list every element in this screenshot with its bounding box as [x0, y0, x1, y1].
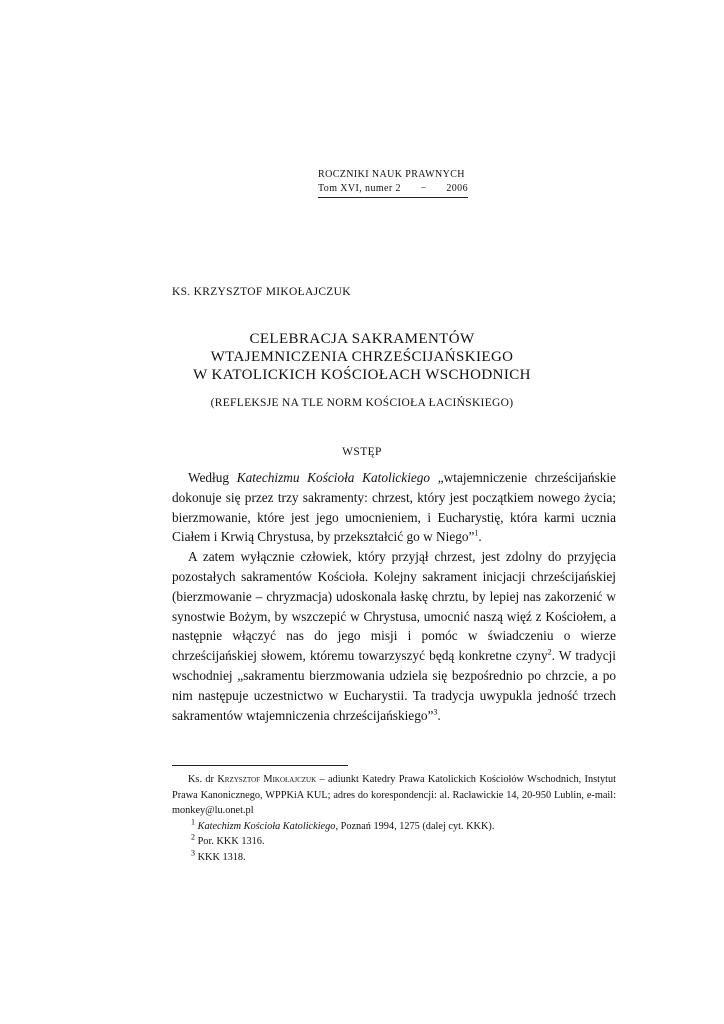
p1-lead: Według [188, 470, 237, 485]
author-name: KS. KRZYSZTOF MIKOŁAJCZUK [172, 286, 351, 298]
p1-italic-title: Katechizmu Kościoła Katolickiego [236, 470, 431, 485]
footnote-2 [172, 834, 616, 850]
journal-name: ROCZNIKI NAUK PRAWNYCH [318, 169, 465, 180]
article-title [130, 330, 594, 384]
author-footnote [172, 772, 616, 819]
author-note-name: Krzysztof Mikołajczuk [217, 774, 317, 785]
footnote-3 [172, 850, 616, 866]
footnote-ref-1[interactable]: 1 [474, 528, 479, 538]
p2-end: . [437, 707, 441, 723]
footnote-ref-3[interactable]: 3 [433, 707, 438, 717]
title-line-2: WTAJEMNICZENIA CHRZEŚCIJAŃSKIEGO [210, 349, 514, 365]
p2-text-2: . W tradycji wschodniej „sakramentu bierzmowania udziela się bezpośrednio po chrzcie, a po nim następuje uczestnictwo w Eucharystii. Ta tradycja uwypukla jedność trzech sakramentów wtajemniczenia chrześcijańskiego” [172, 648, 617, 723]
journal-dash: − [420, 183, 427, 194]
header-rule [318, 197, 468, 198]
paragraph-2 [172, 547, 616, 725]
title-line-1: CELEBRACJA SAKRAMENTÓW [249, 331, 475, 347]
journal-year: 2006 [446, 183, 468, 194]
author-note-prefix: Ks. dr [188, 774, 218, 785]
footnote-text: , Poznań 1994, 1275 (dalej cyt. KKK). [335, 820, 495, 832]
p2-text-1: A zatem wyłącznie człowiek, który przyjął chrzest, jest zdolny do przyjęcia pozostałych sakramentów Kościoła. Kolejny sakrament inicjacji chrześcijańskiej (bierzmowanie – chryzmacja) udoskonala łaskę chrztu, by lepiej nas zakorzenić w synostwie Bożym, by wszczepić w Chrystusa, umocnić naszą więź z Kościołem, a następnie włączyć nas do jego misji i pomóc w świadczeniu o wierze chrześcijańskiej słowem, któremu towarzyszyć będą konkretne czyny [172, 549, 616, 664]
footnote-italic: Katechizm Kościoła Katolickiego [197, 820, 336, 832]
footnote-text: KKK 1318. [197, 851, 246, 863]
paragraph-1 [172, 468, 616, 547]
footnote-1 [172, 819, 616, 835]
footnote-ref-2[interactable]: 2 [547, 647, 552, 657]
footnotes [172, 772, 616, 865]
p1-text: „wtajemniczenie chrześcijańskie dokonuje się przez trzy sakramenty: chrzest, który jest początkiem nowego życia; bierzmowanie, które jest jego umocnieniem, i Eucharystię, która karmi ucznia Ciałem i Krwią Chrystusa, by przekształcić go w Niego” [172, 470, 616, 545]
journal-volume-line [318, 182, 468, 196]
journal-volume: Tom XVI, numer 2 [318, 183, 401, 194]
footnote-number: 3 [191, 848, 195, 858]
section-heading: WSTĘP [342, 446, 382, 458]
body-text [172, 468, 616, 725]
title-line-3: W KATOLICKICH KOŚCIOŁACH WSCHODNICH [193, 367, 531, 383]
footnote-text: Por. KKK 1316. [197, 836, 265, 847]
author-note-text: – adiunkt Katedry Prawa Katolickich Kościołów Wschodnich, Instytut Prawa Kanonicznego, WPPKiA KUL; adres do korespondencji: al. Racławickie 14, 20-950 Lublin, e-mail: monkey@lu.onet.pl [172, 774, 616, 816]
footnote-rule [172, 765, 348, 766]
journal-header [318, 168, 468, 196]
p1-end: . [478, 529, 482, 545]
article-subtitle: (REFLEKSJE NA TLE NORM KOŚCIOŁA ŁACIŃSKIEGO) [210, 397, 514, 409]
footnote-number: 1 [191, 817, 195, 827]
footnote-number: 2 [191, 832, 195, 842]
